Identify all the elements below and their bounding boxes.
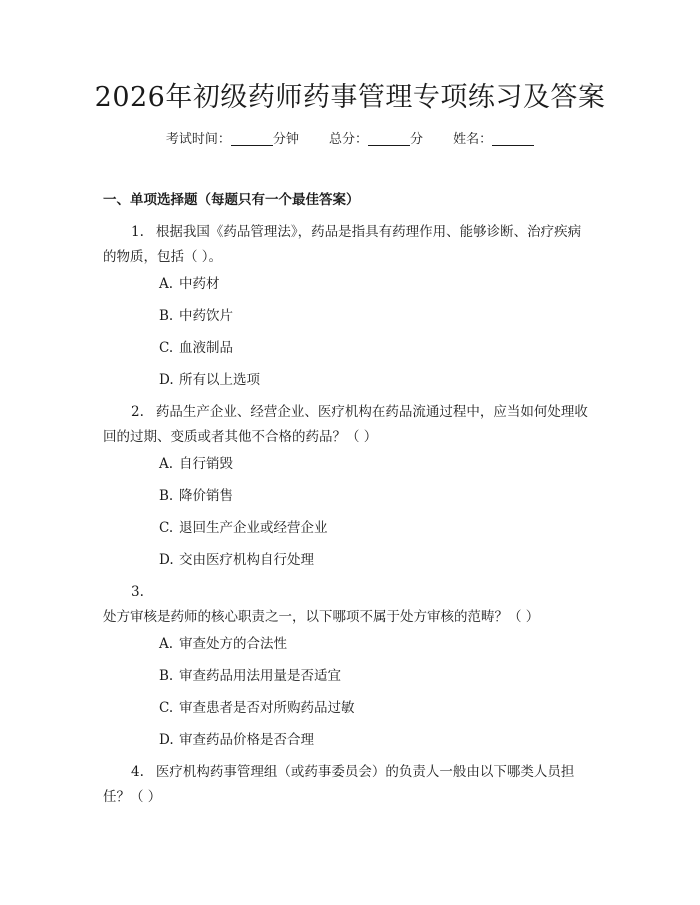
question-2	[103, 400, 591, 450]
question-1-option-a	[159, 274, 220, 294]
option-text: 审查处方的合法性	[179, 636, 287, 652]
question-2-option-b	[159, 486, 233, 506]
option-text: 降价销售	[179, 488, 233, 504]
name-field	[453, 130, 534, 150]
total-score-label: 总分：	[328, 132, 368, 147]
exam-meta-line	[0, 130, 700, 150]
exam-time-blank	[231, 131, 273, 146]
total-score-blank	[368, 131, 410, 146]
option-letter: C.	[159, 520, 174, 536]
question-3-option-b	[159, 666, 341, 686]
exam-time-field	[166, 130, 299, 150]
question-2-option-d	[159, 550, 314, 570]
question-text: 药品生产企业、经营企业、医疗机构在药品流通过程中，应当如何处理收回的过期、变质或者其他不合格的药品？（ ）	[103, 404, 588, 445]
question-number: 4.	[131, 764, 144, 780]
option-text: 所有以上选项	[179, 372, 260, 388]
question-2-option-c	[159, 518, 328, 538]
option-letter: B.	[159, 488, 174, 504]
exam-time-label: 考试时间：	[165, 132, 231, 147]
question-1-option-c	[159, 338, 233, 358]
question-3	[103, 580, 591, 630]
question-1-option-d	[159, 370, 260, 390]
option-letter: B.	[159, 668, 174, 684]
option-letter: D.	[159, 552, 174, 568]
option-text: 退回生产企业或经营企业	[179, 520, 328, 536]
question-text: 医疗机构药事管理组（或药事委员会）的负责人一般由以下哪类人员担任？（ ）	[103, 764, 575, 805]
option-text: 审查药品用法用量是否适宜	[179, 668, 341, 684]
option-text: 审查患者是否对所购药品过敏	[179, 700, 355, 716]
question-number: 2.	[131, 404, 144, 420]
question-3-option-c	[159, 698, 355, 718]
total-score-unit: 分	[410, 132, 424, 147]
option-letter: A.	[159, 456, 174, 472]
question-number: 1.	[131, 224, 144, 240]
question-number: 3.	[131, 584, 144, 600]
question-2-option-a	[159, 454, 233, 474]
name-label: 姓名：	[453, 132, 493, 147]
question-3-option-d	[159, 730, 314, 750]
option-text: 中药饮片	[179, 308, 233, 324]
name-blank	[492, 131, 534, 146]
option-text: 血液制品	[179, 340, 233, 356]
exam-time-unit: 分钟	[272, 132, 299, 147]
option-letter: D.	[159, 372, 174, 388]
option-letter: B.	[159, 308, 174, 324]
question-4	[103, 760, 591, 810]
option-text: 审查药品价格是否合理	[179, 732, 314, 748]
option-text: 交由医疗机构自行处理	[179, 552, 314, 568]
question-text: 处方审核是药师的核心职责之一，以下哪项不属于处方审核的范畴？（ ）	[103, 609, 540, 625]
question-1-option-b	[159, 306, 233, 326]
option-letter: C.	[159, 340, 174, 356]
question-3-option-a	[159, 634, 287, 654]
option-letter: A.	[159, 276, 174, 292]
section-heading: 一、单项选择题（每题只有一个最佳答案）	[103, 192, 360, 208]
option-letter: D.	[159, 732, 174, 748]
question-text: 根据我国《药品管理法》，药品是指具有药理作用、能够诊断、治疗疾病的物质，包括（ ）。	[103, 224, 582, 265]
option-text: 自行销毁	[179, 456, 233, 472]
document-title: 2026年初级药师药事管理专项练习及答案	[94, 82, 606, 113]
total-score-field	[329, 130, 423, 150]
option-letter: C.	[159, 700, 174, 716]
question-1	[103, 220, 591, 270]
option-text: 中药材	[179, 276, 220, 292]
option-letter: A.	[159, 636, 174, 652]
